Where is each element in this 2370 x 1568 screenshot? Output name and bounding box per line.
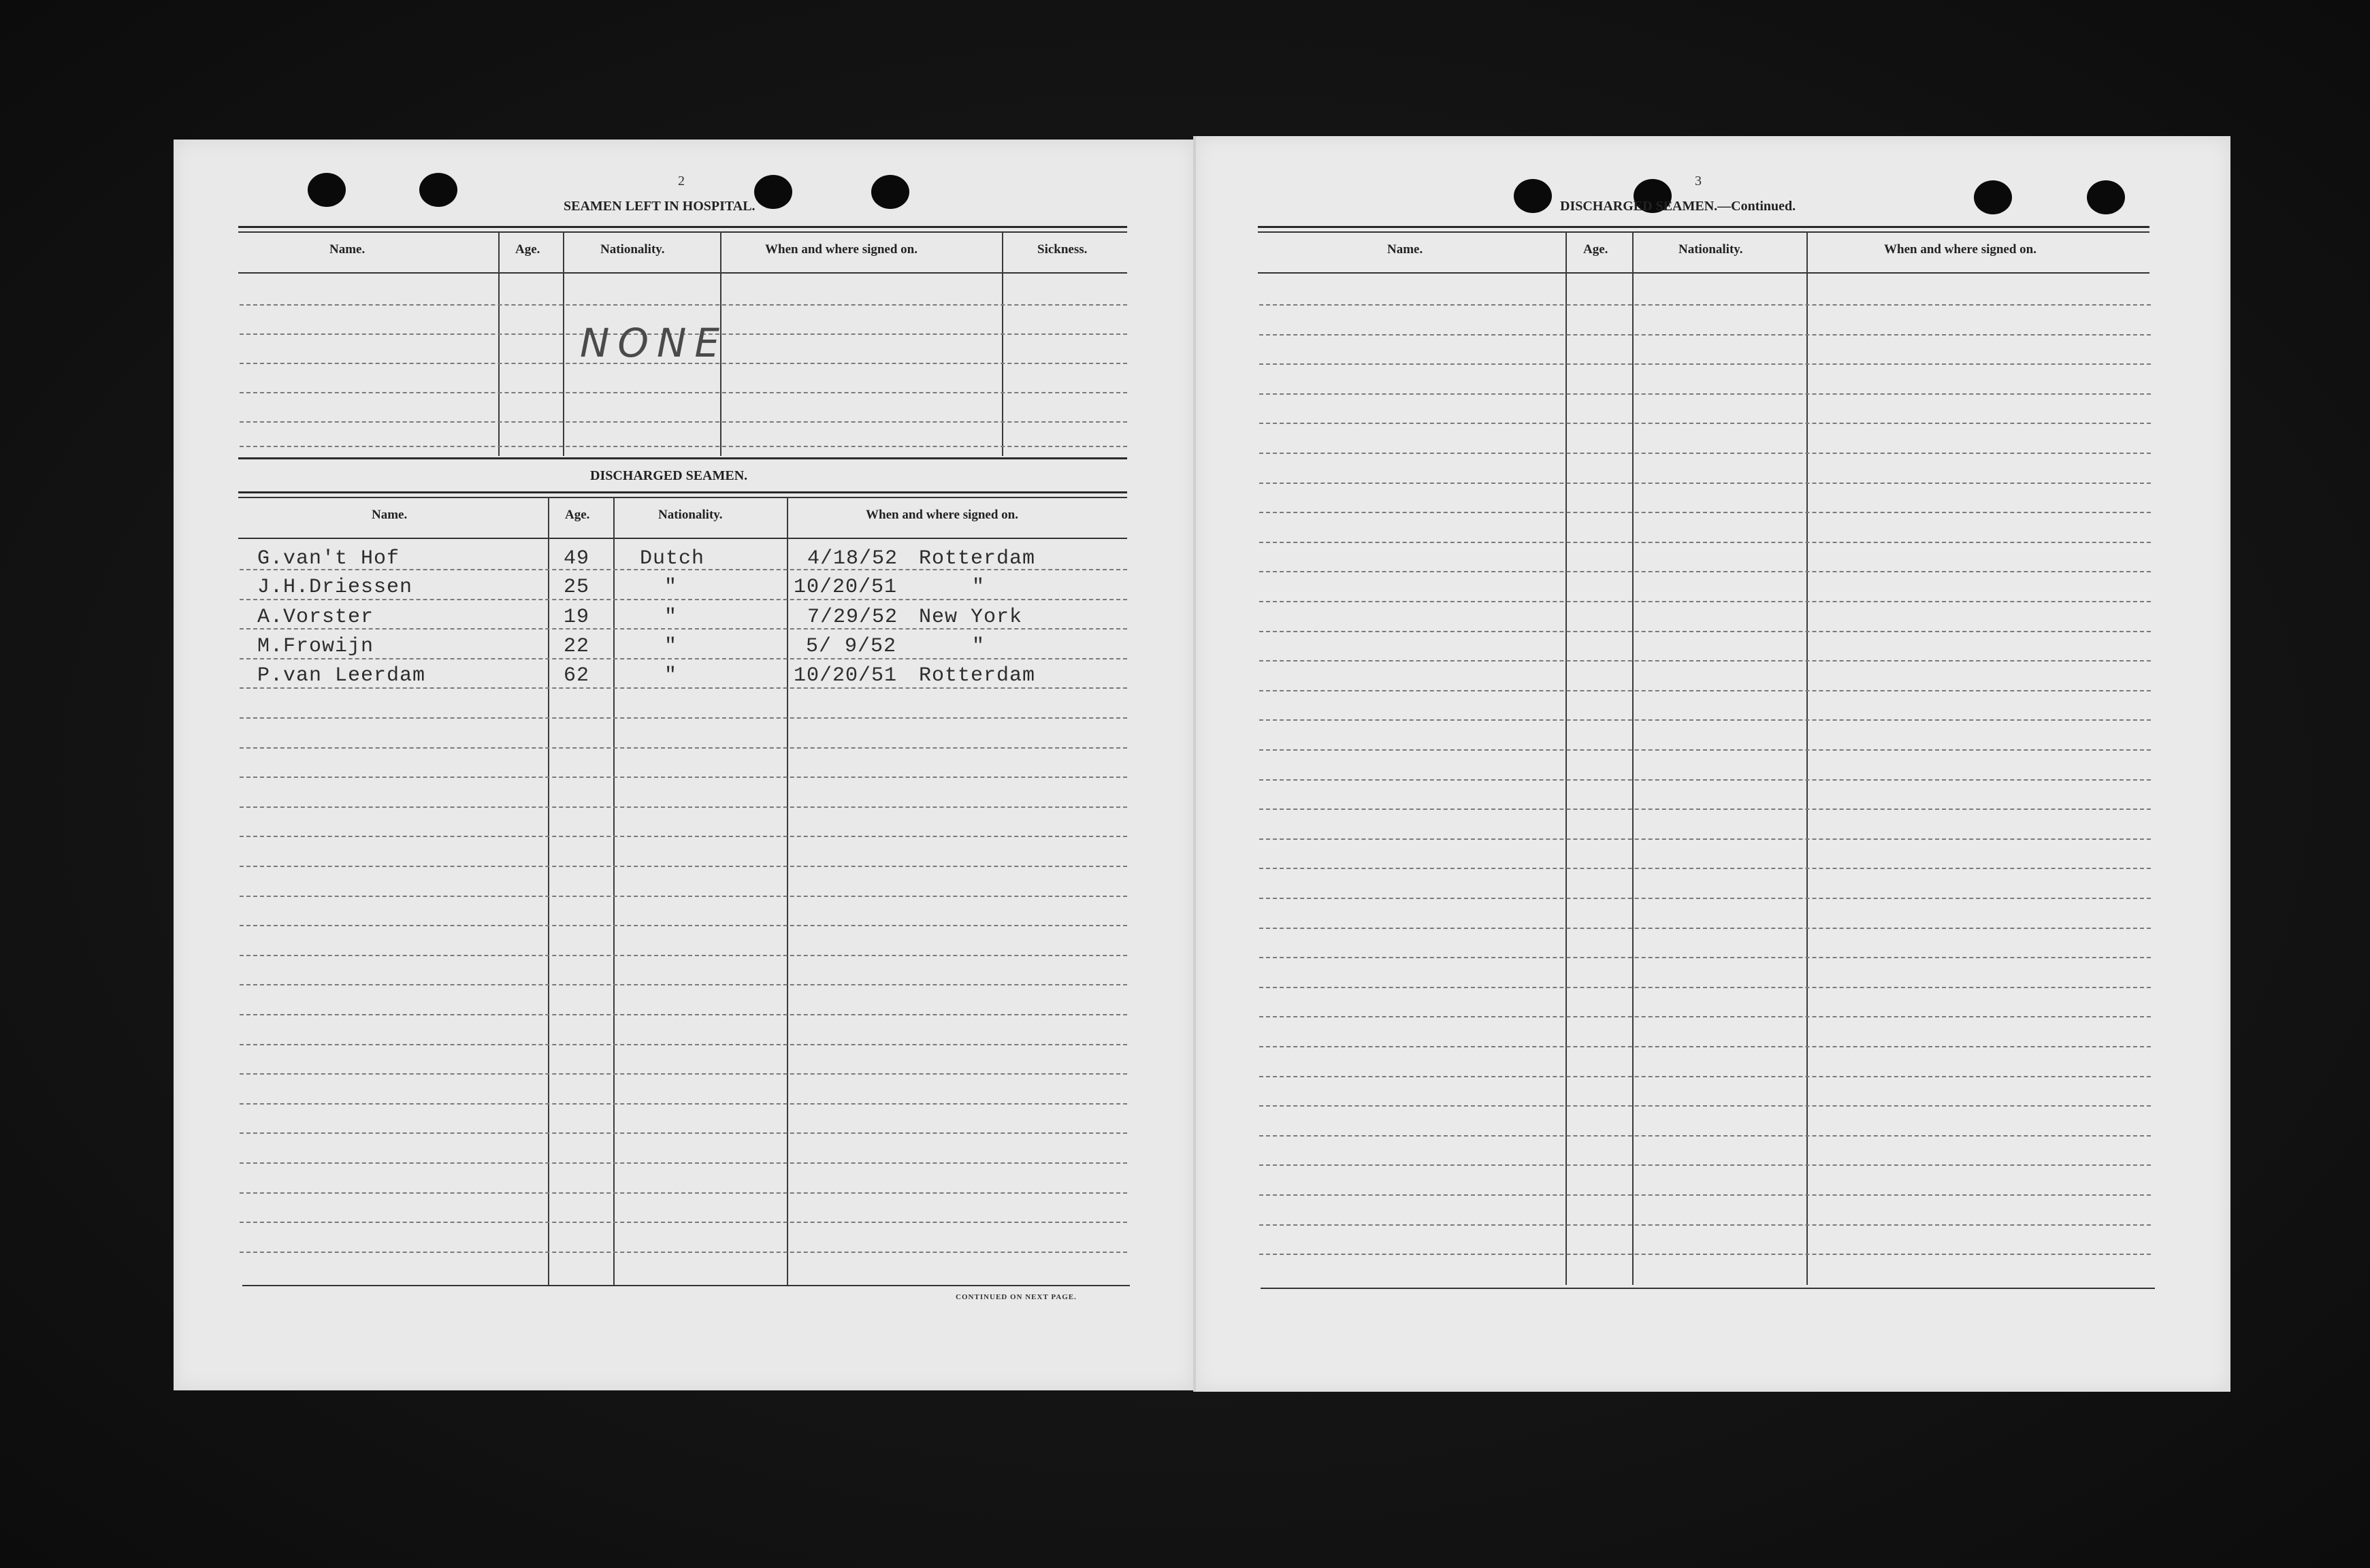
ruled-line xyxy=(240,836,1127,837)
ruled-line xyxy=(240,1044,1127,1045)
page-fold xyxy=(1193,136,1196,1392)
right-section-title: DISCHARGED SEAMEN.—Continued. xyxy=(1560,199,1796,214)
ruled-line xyxy=(1259,1016,2151,1017)
ruled-line xyxy=(1259,512,2151,513)
rule xyxy=(238,491,1127,493)
ruled-line xyxy=(1259,571,2151,572)
row-4-date: 5/ 9/52 xyxy=(806,635,897,658)
ruled-line xyxy=(240,1014,1127,1015)
ruled-line xyxy=(1259,483,2151,484)
discharged-col-age: Age. xyxy=(565,508,590,522)
ruled-line xyxy=(1259,423,2151,424)
page-number-right: 3 xyxy=(1695,174,1702,189)
ruled-line xyxy=(240,925,1127,926)
ruled-line xyxy=(1259,749,2151,751)
ruled-line xyxy=(240,658,1127,659)
ruled-line xyxy=(1259,928,2151,929)
page-number-left: 2 xyxy=(678,174,685,189)
rule xyxy=(238,226,1127,228)
ruled-line xyxy=(240,747,1127,749)
right-col-nationality: Nationality. xyxy=(1678,242,1743,257)
rule xyxy=(238,538,1127,539)
rule xyxy=(238,272,1127,274)
row-5-age: 62 xyxy=(564,664,590,687)
row-1-nationality: Dutch xyxy=(640,547,705,570)
ruled-line xyxy=(240,446,1127,447)
ruled-line xyxy=(240,1132,1127,1134)
hospital-col-sickness: Sickness. xyxy=(1037,242,1088,257)
ruled-line xyxy=(1259,898,2151,899)
hospital-col-nationality: Nationality. xyxy=(600,242,665,257)
punch-hole xyxy=(1514,179,1552,213)
punch-hole xyxy=(1974,180,2012,214)
ruled-line xyxy=(1259,631,2151,632)
row-2-name: J.H.Driessen xyxy=(257,576,413,599)
ruled-line xyxy=(1259,1105,2151,1107)
hospital-col-age: Age. xyxy=(515,242,540,257)
ruled-line xyxy=(1259,868,2151,869)
ruled-line xyxy=(240,717,1127,719)
column-divider xyxy=(613,497,615,1286)
rule xyxy=(1261,1288,2155,1289)
ruled-line xyxy=(1259,957,2151,958)
ruled-line xyxy=(240,896,1127,897)
row-1-place: Rotterdam xyxy=(919,547,1036,570)
row-5-date: 10/20/51 xyxy=(794,664,898,687)
row-3-place: New York xyxy=(919,606,1023,629)
hospital-col-signed-on: When and where signed on. xyxy=(765,242,918,257)
ruled-line xyxy=(240,304,1127,306)
rule xyxy=(238,231,1127,233)
column-divider xyxy=(787,497,788,1286)
hospital-col-name: Name. xyxy=(329,242,366,257)
continued-footer: CONTINUED ON NEXT PAGE. xyxy=(956,1293,1077,1301)
row-4-nationality: " xyxy=(664,635,678,658)
row-2-nationality: " xyxy=(664,576,678,599)
row-2-place: " xyxy=(972,576,986,599)
ruled-line xyxy=(240,687,1127,689)
column-divider xyxy=(1806,231,1808,1285)
discharged-col-name: Name. xyxy=(372,508,408,522)
ruled-line xyxy=(1259,1224,2151,1226)
row-3-age: 19 xyxy=(564,606,590,629)
ruled-line xyxy=(1259,1194,2151,1196)
ruled-line xyxy=(1259,838,2151,840)
hospital-section-title: SEAMEN LEFT IN HOSPITAL. xyxy=(564,199,756,214)
punch-hole xyxy=(2087,180,2125,214)
ruled-line xyxy=(1259,453,2151,454)
row-5-nationality: " xyxy=(664,664,678,687)
row-1-age: 49 xyxy=(564,547,590,570)
ruled-line xyxy=(1259,660,2151,662)
ruled-line xyxy=(1259,719,2151,721)
rule xyxy=(1258,231,2149,233)
ruled-line xyxy=(1259,393,2151,395)
discharged-section-title: DISCHARGED SEAMEN. xyxy=(590,468,748,483)
rule xyxy=(242,1285,1130,1286)
ruled-line xyxy=(240,1073,1127,1075)
ruled-line xyxy=(240,1222,1127,1223)
row-2-age: 25 xyxy=(564,576,590,599)
right-page xyxy=(1195,136,2230,1392)
column-divider xyxy=(548,497,549,1286)
punch-hole xyxy=(754,175,792,209)
punch-hole xyxy=(308,173,346,207)
row-1-date: 4/18/52 xyxy=(807,547,898,570)
right-col-signed-on: When and where signed on. xyxy=(1884,242,2037,257)
ruled-line xyxy=(1259,1076,2151,1077)
ruled-line xyxy=(1259,1135,2151,1137)
punch-hole xyxy=(871,175,909,209)
ruled-line xyxy=(1259,1046,2151,1047)
ruled-line xyxy=(1259,601,2151,602)
row-2-date: 10/20/51 xyxy=(794,576,898,599)
column-divider xyxy=(1565,231,1567,1285)
ruled-line xyxy=(1259,542,2151,543)
row-3-nationality: " xyxy=(664,606,678,629)
ruled-line xyxy=(240,392,1127,393)
row-4-name: M.Frowijn xyxy=(257,635,374,658)
right-col-age: Age. xyxy=(1583,242,1608,257)
ruled-line xyxy=(240,1103,1127,1105)
discharged-col-nationality: Nationality. xyxy=(658,508,723,522)
ruled-line xyxy=(240,984,1127,985)
ruled-line xyxy=(240,1162,1127,1164)
ruled-line xyxy=(1259,1164,2151,1166)
ruled-line xyxy=(240,1252,1127,1253)
ruled-line xyxy=(240,599,1127,600)
ruled-line xyxy=(240,777,1127,778)
ruled-line xyxy=(240,866,1127,867)
row-5-name: P.van Leerdam xyxy=(257,664,426,687)
column-divider xyxy=(1632,231,1634,1285)
rule xyxy=(238,457,1127,459)
row-3-name: A.Vorster xyxy=(257,606,374,629)
ruled-line xyxy=(1259,304,2151,306)
ruled-line xyxy=(1259,779,2151,781)
rule xyxy=(1258,226,2149,228)
ruled-line xyxy=(240,955,1127,956)
handwritten-none: NONE xyxy=(580,320,728,366)
ruled-line xyxy=(1259,808,2151,810)
rule xyxy=(238,497,1127,498)
row-4-place: " xyxy=(972,635,986,658)
right-col-name: Name. xyxy=(1387,242,1423,257)
row-5-place: Rotterdam xyxy=(919,664,1036,687)
rule xyxy=(1258,272,2149,274)
row-3-date: 7/29/52 xyxy=(807,606,898,629)
row-4-age: 22 xyxy=(564,635,590,658)
ruled-line xyxy=(1259,363,2151,365)
ruled-line xyxy=(1259,334,2151,336)
row-1-name: G.van't Hof xyxy=(257,547,400,570)
ruled-line xyxy=(240,1192,1127,1194)
ruled-line xyxy=(240,421,1127,423)
ruled-line xyxy=(1259,1254,2151,1255)
ruled-line xyxy=(1259,987,2151,988)
ruled-line xyxy=(1259,690,2151,691)
discharged-col-signed-on: When and where signed on. xyxy=(866,508,1019,522)
ruled-line xyxy=(240,806,1127,808)
punch-hole xyxy=(419,173,457,207)
